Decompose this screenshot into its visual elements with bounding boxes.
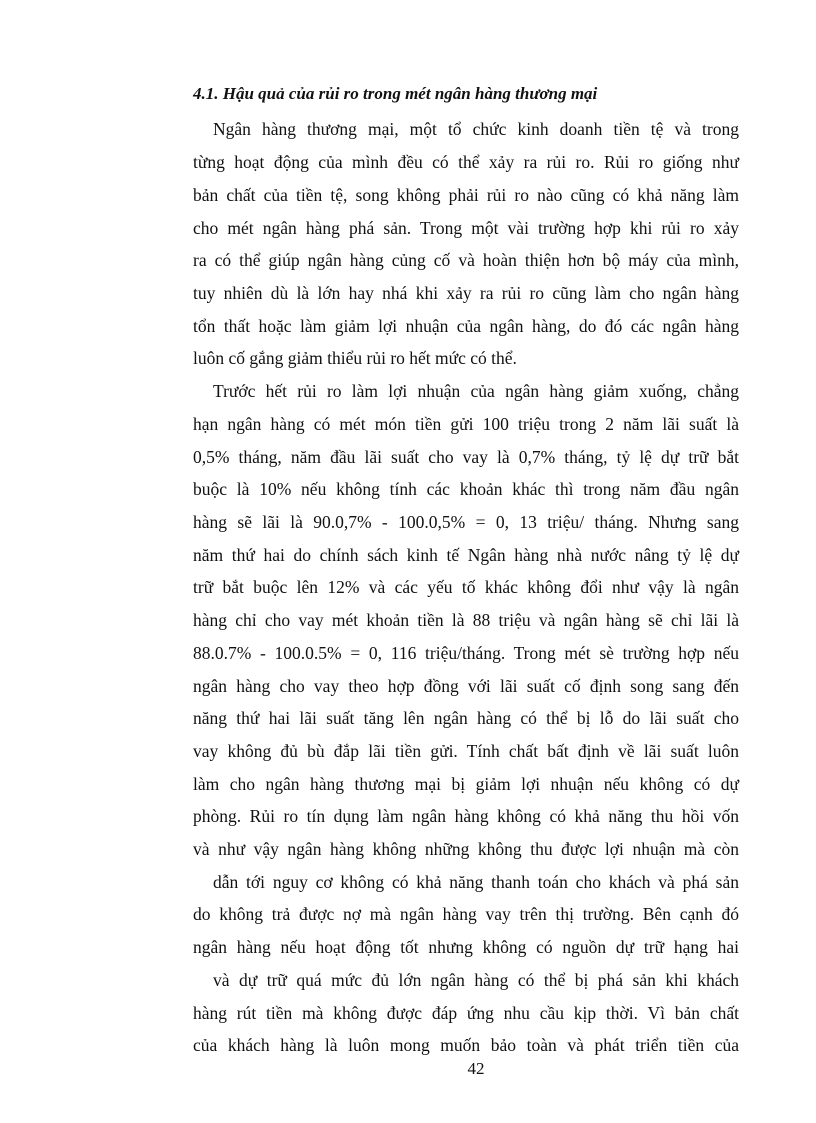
text-line: ngân hàng cho vay theo hợp đồng với lãi suất cố định song sang đến (193, 676, 739, 696)
text-line: trữ bắt buộc lên 12% và các yếu tố khác không đổi như vậy là ngân (193, 577, 739, 597)
text-line: hạn ngân hàng có mét món tiền gửi 100 triệu trong 2 năm lãi suất là (193, 414, 739, 434)
section-heading: 4.1. Hậu quả của rủi ro trong mét ngân hàng thương mại (193, 84, 598, 103)
text-line: năm thứ hai do chính sách kinh tế Ngân hàng nhà nước nâng tỷ lệ dự (193, 545, 739, 565)
text-line: cho mét ngân hàng phá sản. Trong một vài trường hợp khi rủi ro xảy (193, 218, 739, 238)
text-line: bản chất của tiền tệ, song không phải rủi ro nào cũng có khả năng làm (193, 185, 739, 205)
text-line: 0,5% tháng, năm đầu lãi suất cho vay là 0,7% tháng, tỷ lệ dự trữ bắt (193, 447, 739, 467)
text-line: và dự trữ quá mức đủ lớn ngân hàng có thể bị phá sản khi khách (213, 970, 739, 990)
text-line: làm cho ngân hàng thương mại bị giảm lợi nhuận nếu không có dự (193, 774, 739, 794)
page-number: 42 (467, 1059, 485, 1078)
text-line: dẫn tới nguy cơ không có khả năng thanh toán cho khách và phá sản (213, 872, 739, 892)
text-line: do không trả được nợ mà ngân hàng vay trên thị trường. Bên cạnh đó (193, 904, 739, 924)
text-line: vay không đủ bù đắp lãi tiền gửi. Tính chất bất định về lãi suất luôn (193, 741, 739, 761)
text-line: của khách hàng là luôn mong muốn bảo toàn và phát triển tiền của (193, 1035, 739, 1055)
text-line: hàng sẽ lãi là 90.0,7% - 100.0,5% = 0, 13 triệu/ tháng. Nhưng sang (193, 512, 739, 532)
text-line: hàng chỉ cho vay mét khoản tiền là 88 triệu và ngân hàng sẽ chỉ lãi là (193, 610, 739, 630)
text-line: tổn thất hoặc làm giảm lợi nhuận của ngân hàng, do đó các ngân hàng (193, 316, 739, 336)
text-line: luôn cố gắng giảm thiểu rủi ro hết mức có thể. (193, 348, 517, 368)
text-line: năng thứ hai lãi suất tăng lên ngân hàng có thể bị lỗ do lãi suất cho (193, 708, 739, 728)
text-line: hàng rút tiền mà không được đáp ứng nhu cầu kịp thời. Vì bản chất (193, 1003, 739, 1023)
text-line: phòng. Rủi ro tín dụng làm ngân hàng không có khả năng thu hồi vốn (193, 806, 739, 826)
text-line: tuy nhiên dù là lớn hay nhá khi xảy ra rủi ro cũng làm cho ngân hàng (193, 283, 739, 303)
text-line: 88.0.7% - 100.0.5% = 0, 116 triệu/tháng. Trong mét sè trường hợp nếu (193, 643, 739, 663)
text-line: ngân hàng nếu hoạt động tốt nhưng không có nguồn dự trữ hạng hai (193, 937, 739, 957)
text-line: buộc là 10% nếu không tính các khoản khác thì trong năm đầu ngân (193, 479, 739, 499)
text-line: từng hoạt động của mình đều có thể xảy ra rủi ro. Rủi ro giống như (193, 152, 739, 172)
text-line: Trước hết rủi ro làm lợi nhuận của ngân hàng giảm xuống, chẳng (213, 381, 739, 401)
text-line: ra có thể giúp ngân hàng củng cố và hoàn thiện hơn bộ máy của mình, (193, 250, 739, 270)
text-line: Ngân hàng thương mại, một tổ chức kinh doanh tiền tệ và trong (213, 119, 739, 139)
text-line: và như vậy ngân hàng không những không thu được lợi nhuận mà còn (193, 839, 739, 859)
